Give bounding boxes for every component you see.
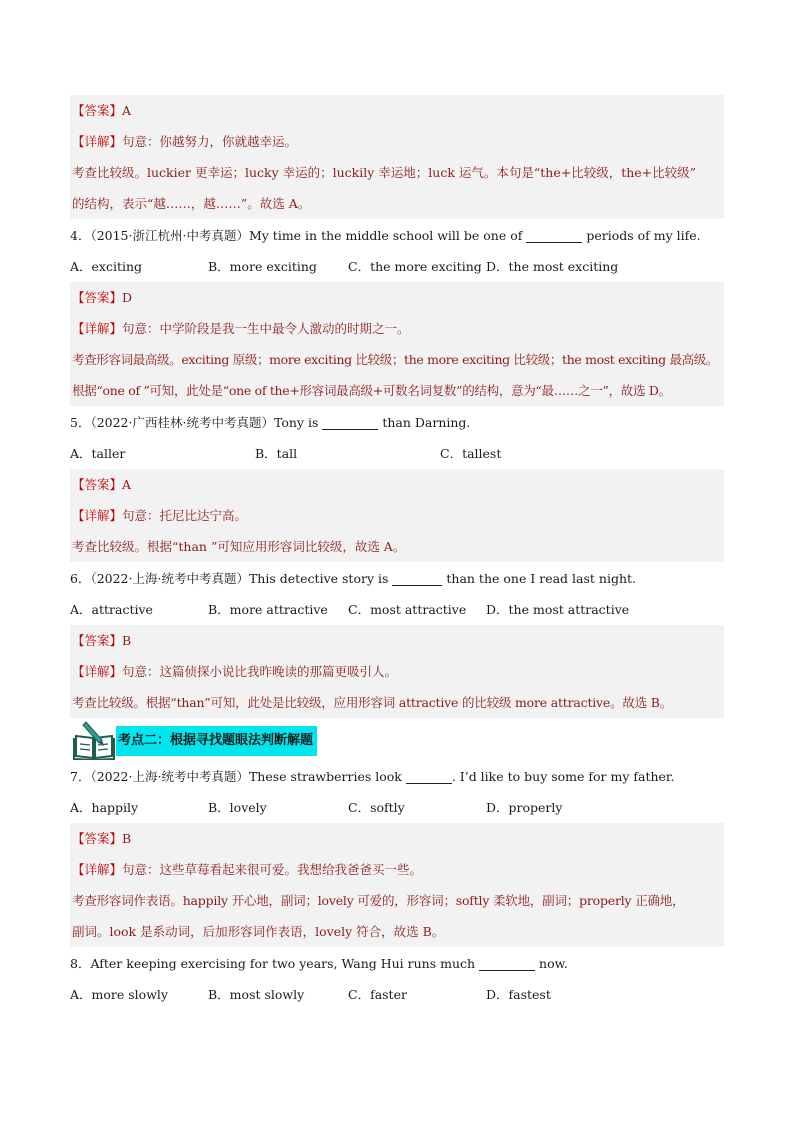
option-c[interactable]: C．softly [348, 800, 405, 815]
answer-tag: 【答案】 [72, 633, 123, 648]
option-c[interactable]: C．most attractive [348, 602, 467, 617]
meaning-text: 句意：你越努力，你就越幸运。 [122, 134, 298, 149]
option-b[interactable]: B．more attractive [208, 602, 328, 617]
answer-blank [322, 415, 378, 430]
detail-tag: 【详解】 [72, 508, 123, 523]
q6-options [70, 594, 724, 625]
meaning-text: 句意：这些草莓看起来很可爱。我想给我爸爸买一些。 [122, 862, 423, 877]
option-b[interactable]: B．more exciting [208, 259, 317, 274]
answer-blank [392, 571, 442, 586]
option-b[interactable]: B．lovely [208, 800, 267, 815]
q4-explain-line-2: 根据“one of ”可知，此处是“one of the+形容词最高级+可数名词复数”的结构，意为“最……之一”，故选 D。 [70, 375, 724, 406]
option-c[interactable]: C．faster [348, 987, 407, 1002]
option-a[interactable]: A．exciting [70, 259, 143, 274]
option-a[interactable]: A．happily [70, 800, 139, 815]
q5-answer-line [70, 469, 724, 500]
stem-text: 5．（2022·广西桂林·统考中考真题）Tony is [70, 415, 319, 430]
q7-detail-line [70, 854, 724, 885]
option-d[interactable]: D．properly [486, 800, 563, 815]
q7-answer-line [70, 823, 724, 854]
q7-explain-line-1: 考查形容词作表语。happily 开心地，副词；lovely 可爱的，形容词；softly 柔软地，副词；properly 正确地， [70, 885, 724, 916]
answer-tag: 【答案】 [72, 103, 123, 118]
q4-options [70, 251, 724, 282]
q6-detail-line [70, 656, 724, 687]
q6-explain-line-1: 考查比较级。根据“than”可知，此处是比较级，应用形容词 attractive 的比较级 more attractive。故选 B。 [70, 687, 724, 718]
answer-tag: 【答案】 [72, 831, 123, 846]
option-b[interactable]: B．most slowly [208, 987, 305, 1002]
q3-detail-line [70, 126, 724, 157]
option-b[interactable]: B．tall [255, 446, 298, 461]
book-pen-icon [72, 720, 116, 760]
q5-explain-line-1: 考查比较级。根据“than ”可知应用形容词比较级，故选 A。 [70, 531, 724, 562]
q4-explain-line-1: 考查形容词最高级。exciting 原级；more exciting 比较级；the more exciting 比较级；the most exciting 最高级。 [70, 344, 724, 375]
keypoint-heading: 考点二：根据寻找题眼法判断解题 [116, 726, 317, 756]
q8-options [70, 979, 724, 1010]
meaning-text: 句意：中学阶段是我一生中最令人激动的时期之一。 [122, 321, 410, 336]
answer-value: B [122, 831, 132, 846]
q6-stem [70, 563, 724, 594]
answer-value: A [122, 103, 132, 118]
stem-text: now. [539, 956, 568, 971]
q7-options [70, 792, 724, 823]
q4-answer-line [70, 282, 724, 313]
answer-value: B [122, 633, 132, 648]
answer-value: D [122, 290, 133, 305]
q5-options [70, 438, 724, 469]
answer-blank [406, 769, 452, 784]
q4-stem [70, 220, 724, 251]
q6-answer-line [70, 625, 724, 656]
detail-tag: 【详解】 [72, 862, 123, 877]
option-d[interactable]: D．fastest [486, 987, 551, 1002]
q7-explain-line-2: 副词。look 是系动词，后加形容词作表语，lovely 符合，故选 B。 [70, 916, 724, 947]
option-a[interactable]: A．taller [70, 446, 126, 461]
stem-text: 4．（2015·浙江杭州·中考真题）My time in the middle school will be one of [70, 228, 523, 243]
q3-answer-line [70, 95, 724, 126]
option-a[interactable]: A．more slowly [70, 987, 168, 1002]
q4-detail-line [70, 313, 724, 344]
answer-tag: 【答案】 [72, 290, 123, 305]
stem-text: than Darning. [382, 415, 471, 430]
detail-tag: 【详解】 [72, 664, 123, 679]
stem-text: than the one I read last night. [446, 571, 636, 586]
stem-text: periods of my life. [586, 228, 701, 243]
answer-blank [479, 956, 535, 971]
detail-tag: 【详解】 [72, 321, 123, 336]
option-a[interactable]: A．attractive [70, 602, 153, 617]
option-c[interactable]: C．tallest [440, 446, 502, 461]
q8-stem [70, 948, 724, 979]
stem-text: 7．（2022·上海·统考中考真题）These strawberries look [70, 769, 402, 784]
answer-tag: 【答案】 [72, 477, 123, 492]
option-c[interactable]: C．the more exciting [348, 259, 482, 274]
option-d[interactable]: D．the most attractive [486, 602, 630, 617]
stem-text: . I’d like to buy some for my father. [451, 769, 675, 784]
q3-explain-line-1: 考查比较级。luckier 更幸运；lucky 幸运的；luckily 幸运地；luck 运气。本句是“the+比较级，the+比较级” [70, 157, 724, 188]
q5-detail-line [70, 500, 724, 531]
detail-tag: 【详解】 [72, 134, 123, 149]
answer-blank [526, 228, 582, 243]
meaning-text: 句意：托尼比达宁高。 [122, 508, 248, 523]
meaning-text: 句意：这篇侦探小说比我昨晚读的那篇更吸引人。 [122, 664, 398, 679]
stem-text: 6．（2022·上海·统考中考真题）This detective story is [70, 571, 389, 586]
stem-text: 8．After keeping exercising for two years, Wang Hui runs much [70, 956, 476, 971]
answer-value: A [122, 477, 132, 492]
q7-stem [70, 761, 724, 792]
q3-explain-line-2: 的结构，表示“越……，越……”。故选 A。 [70, 188, 724, 219]
q5-stem [70, 407, 724, 438]
option-d[interactable]: D．the most exciting [486, 259, 619, 274]
